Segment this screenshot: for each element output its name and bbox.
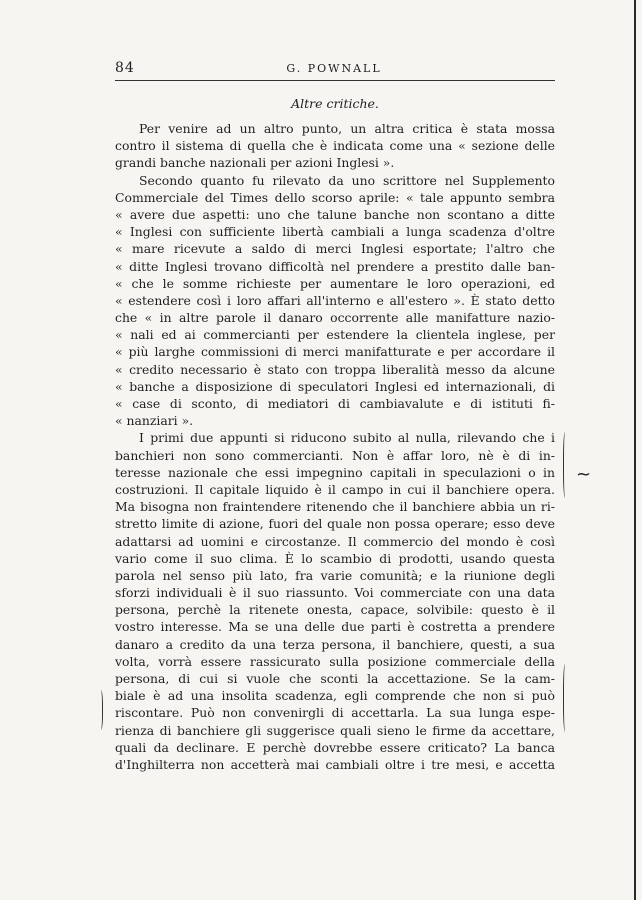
text-line: sforzi individuali è il suo riassunto. Voi commerciate con una data <box>115 585 555 601</box>
text-line: che « in altre parole il danaro occorrente alle manifatture nazio- <box>115 310 555 326</box>
text-line: banchieri non sono commercianti. Non è affar loro, nè è di in- <box>115 447 555 463</box>
text-line: persona, di cui si vuole che sconti la accettazione. Se la cam- <box>115 671 555 686</box>
text-line: « mare ricevute a saldo di merci Inglesi esportate; l'altro che <box>115 241 555 257</box>
header-rule <box>115 80 555 81</box>
running-header <box>115 60 553 80</box>
text-line: teresse nazionale che essi impegnino capitali in speculazioni o in <box>115 464 555 480</box>
text-line: d'Inghilterra non accetterà mai cambiali oltre i tre mesi, e accetta <box>115 756 555 772</box>
section-title: Altre critiche. <box>291 96 379 111</box>
text-line: contro il sistema di quella che è indicata come una « sezione delle <box>115 138 555 154</box>
text-line: vario come il suo clima. È lo scambio di prodotti, usando questa <box>115 550 555 566</box>
margin-bracket-mark <box>98 690 103 730</box>
text-line: riscontare. Può non convenirgli di accettarla. La sua lunga espe- <box>115 705 555 721</box>
text-line: Commerciale del Times dello scorso aprile: « tale appunto sembra <box>115 189 555 205</box>
text-line: « Inglesi con sufficiente libertà cambiali a lunga scadenza d'oltre <box>115 224 555 240</box>
page-edge <box>634 0 636 900</box>
text-line: Per venire ad un altro punto, un altra critica è stata mossa <box>139 121 555 136</box>
text-line: costruzioni. Il capitale liquido è il campo in cui il banchiere opera. <box>115 481 555 497</box>
text-line: « credito necessario è stato con troppa liberalità messo da alcune <box>115 361 555 377</box>
text-line: « avere due aspetti: uno che talune banche non scontano a ditte <box>115 206 555 222</box>
margin-bracket-mark <box>563 432 568 498</box>
text-line: « più larghe commissioni di merci manifatturate e per accordare il <box>115 344 555 360</box>
text-line: « case di sconto, di mediatori di cambiavalute e di istituti fi- <box>115 396 555 411</box>
text-line: volta, vorrà essere rassicurato sulla posizione commerciale della <box>115 653 555 669</box>
text-line: adattarsi ad uomini e circostanze. Il commercio del mondo è così <box>115 533 555 549</box>
text-line: Secondo quanto fu rilevato da uno scrittore nel Supplemento <box>139 172 555 188</box>
text-line: quali da declinare. E perchè dovrebbe essere criticato? La banca <box>115 739 555 755</box>
body-text <box>115 120 555 773</box>
running-head: G. POWNALL <box>286 62 382 75</box>
margin-bracket-mark <box>563 664 568 732</box>
text-line: parola nel senso più lato, fra varie comunità; e la riunione degli <box>115 567 555 583</box>
text-line: rienza di banchiere gli suggerisce quali sieno le firme da accettare, <box>115 722 555 738</box>
text-line: stretto limite di azione, fuori del quale non possa operare; esso deve <box>115 516 555 532</box>
page-number: 84 <box>115 60 135 76</box>
margin-annotation-mark: ~ <box>576 464 592 485</box>
text-line: danaro a credito da una terza persona, il banchiere, questi, a sua <box>115 636 555 652</box>
text-line: I primi due appunti si riducono subito al nulla, rilevando che i <box>139 430 555 446</box>
text-line: grandi banche nazionali per azioni Inglesi ». <box>115 155 395 171</box>
text-line: « nanziari ». <box>115 413 194 429</box>
text-line: « banche a disposizione di speculatori Inglesi ed internazionali, di <box>115 378 555 394</box>
text-line: vostro interesse. Ma se una delle due parti è costretta a prendere <box>115 619 555 635</box>
text-line: « che le somme richieste per aumentare le loro operazioni, ed <box>115 275 555 291</box>
text-line: « estendere così i loro affari all'interno e all'estero ». È stato detto <box>115 292 555 308</box>
text-line: biale è ad una insolita scadenza, egli comprende che non si può <box>115 688 555 704</box>
text-line: Ma bisogna non fraintendere ritenendo che il banchiere abbia un ri- <box>115 499 555 515</box>
text-line: persona, perchè la ritenete onesta, capace, solvibile: questo è il <box>115 602 555 618</box>
text-line: « nali ed ai commercianti per estendere la clientela inglese, per <box>115 327 555 343</box>
text-line: « ditte Inglesi trovano difficoltà nel prendere a prestito dalle ban- <box>115 258 555 274</box>
